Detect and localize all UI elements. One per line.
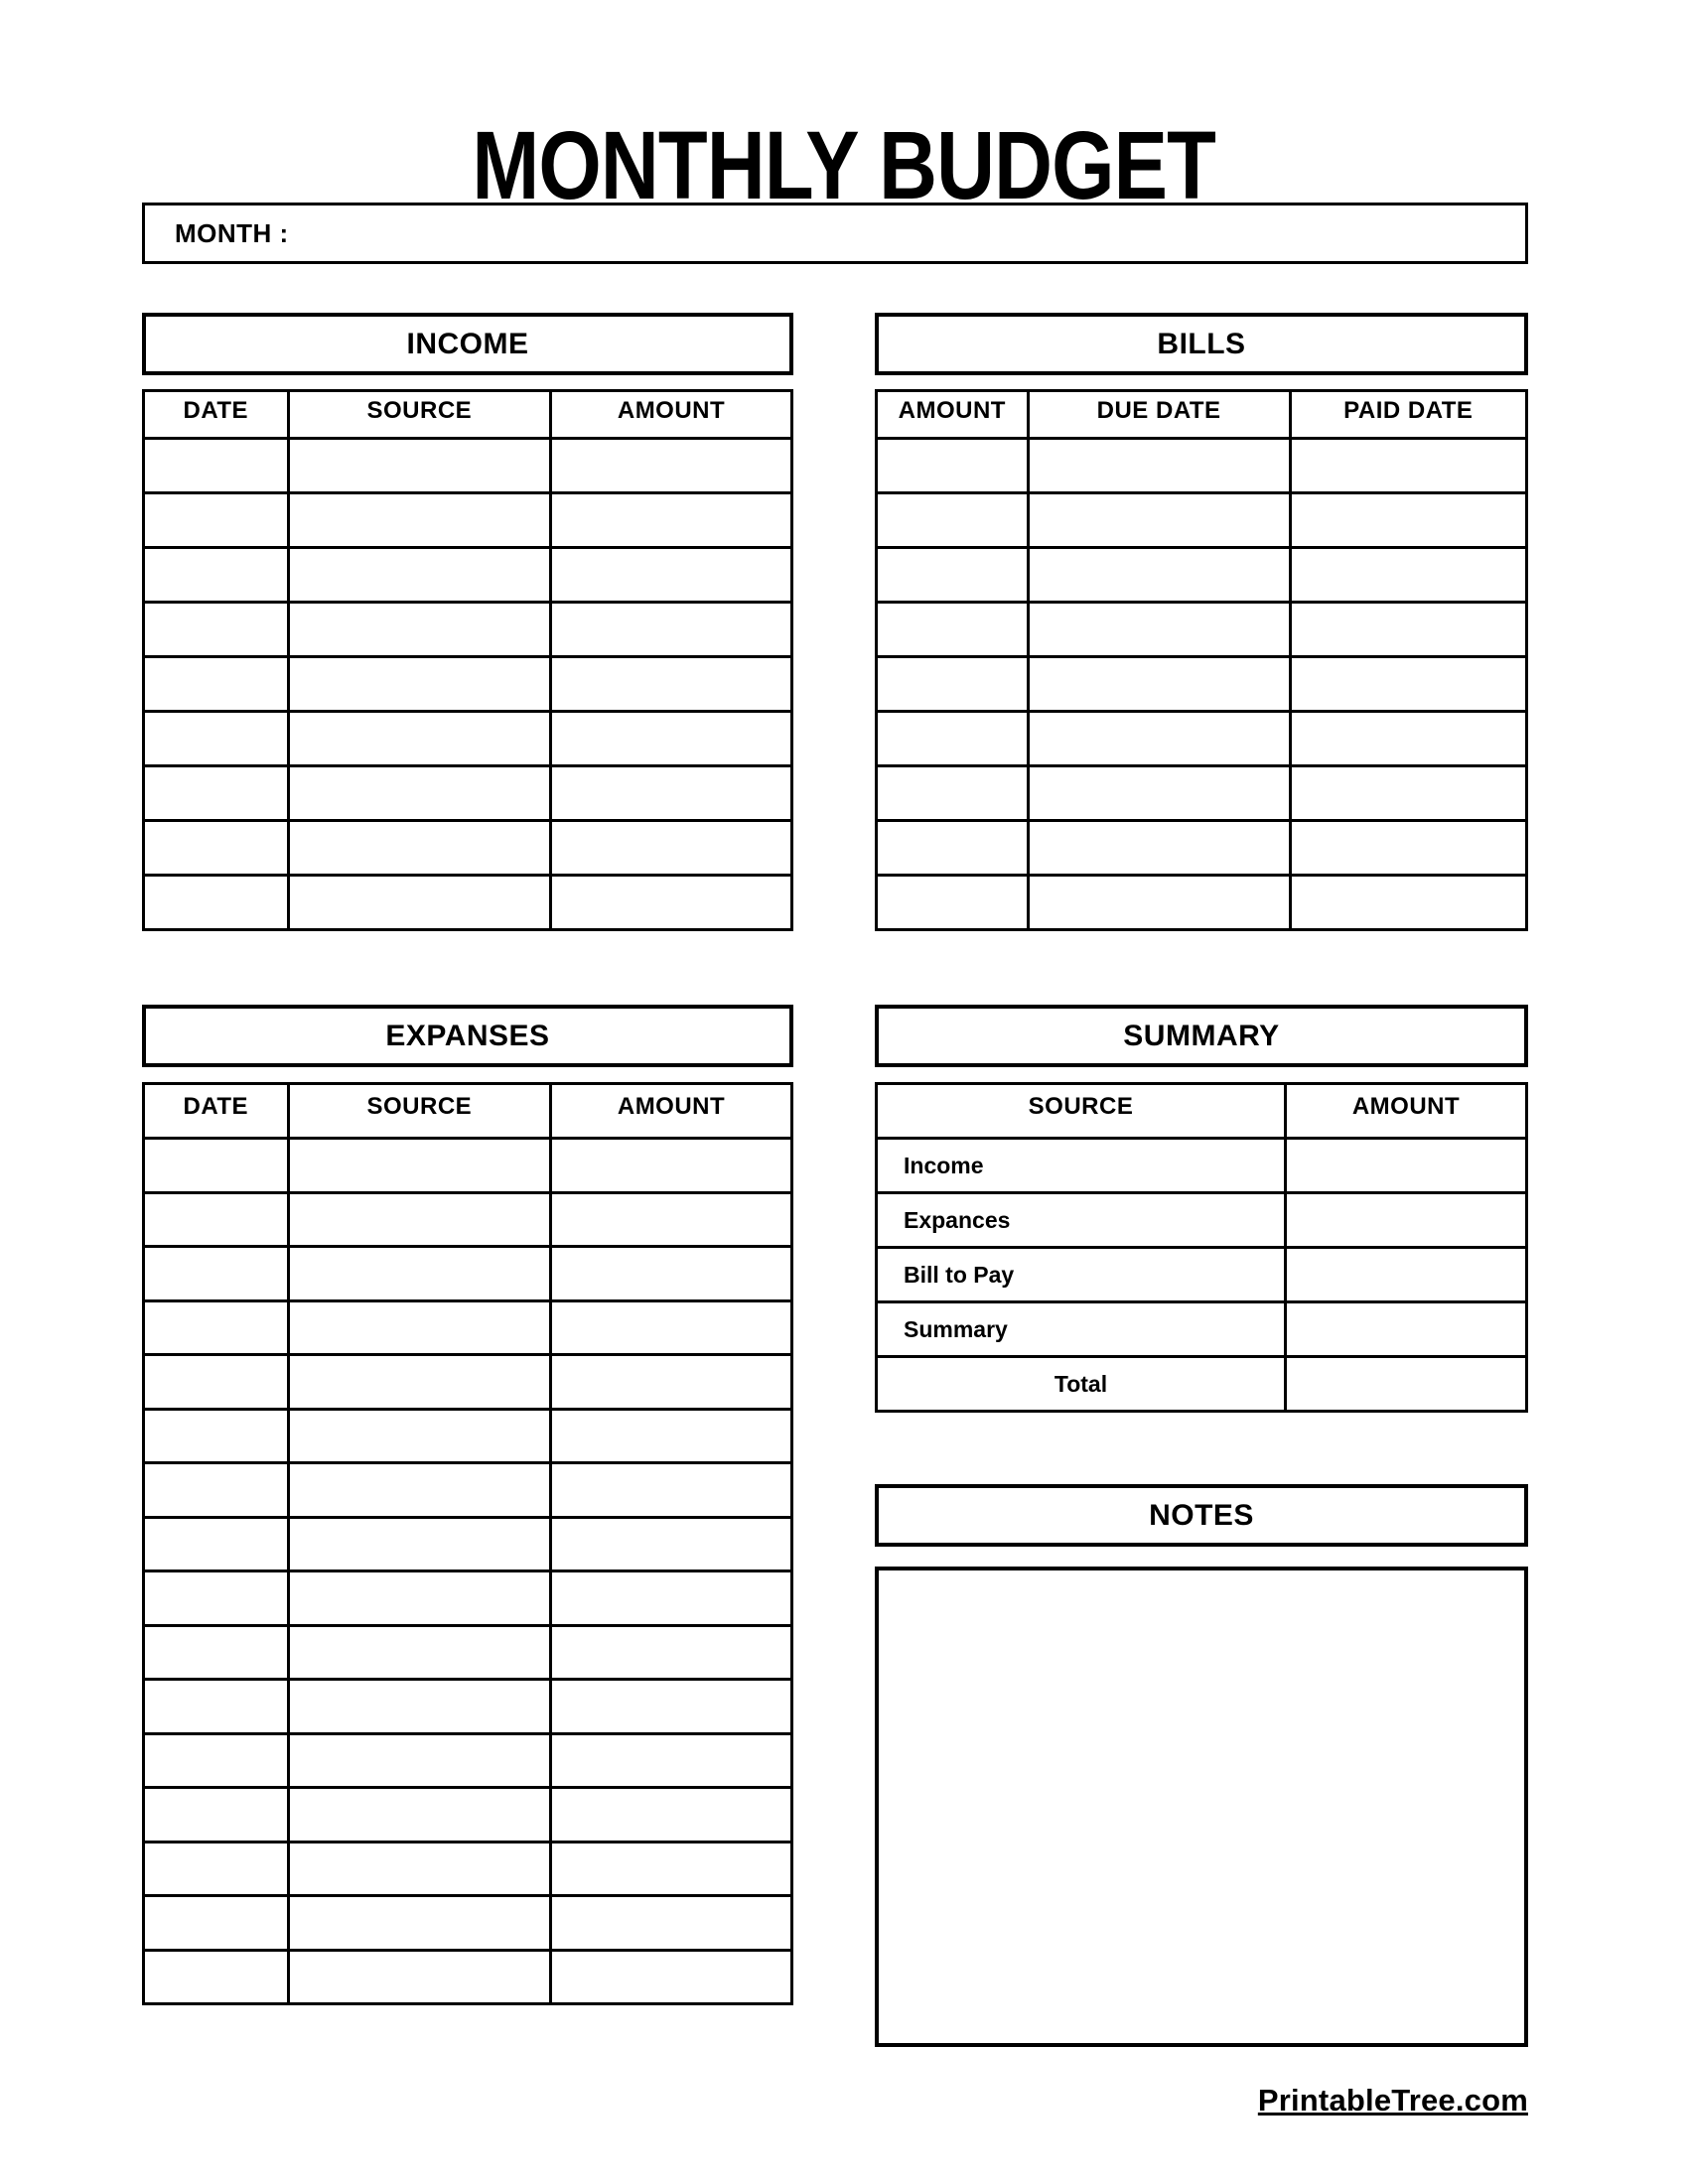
income-row [144, 439, 792, 493]
notes-area [875, 1567, 1528, 2047]
income-cell-amount [551, 876, 792, 930]
expenses-cell-amount [551, 1733, 792, 1788]
bills-cell-paid-date [1290, 821, 1526, 876]
bills-cell-amount [877, 712, 1029, 766]
expenses-cell-date [144, 1355, 289, 1410]
expenses-cell-date [144, 1788, 289, 1843]
expenses-cell-source [288, 1355, 550, 1410]
income-cell-date [144, 439, 289, 493]
expenses-cell-date [144, 1842, 289, 1896]
expenses-row [144, 1788, 792, 1843]
expenses-cell-amount [551, 1192, 792, 1247]
income-row [144, 766, 792, 821]
bills-row [877, 548, 1527, 603]
expenses-cell-amount [551, 1950, 792, 2004]
expenses-row [144, 1517, 792, 1571]
expenses-row [144, 1300, 792, 1355]
summary-row-label: Expances [877, 1193, 1286, 1248]
expenses-cell-source [288, 1300, 550, 1355]
bills-cell-due-date [1028, 821, 1290, 876]
income-col-date: DATE [144, 391, 289, 439]
summary-row-amount-cell [1285, 1357, 1526, 1412]
income-row [144, 876, 792, 930]
expenses-cell-date [144, 1950, 289, 2004]
expenses-row [144, 1139, 792, 1193]
expenses-cell-date [144, 1571, 289, 1626]
month-label: MONTH : [175, 217, 289, 248]
bills-cell-due-date [1028, 657, 1290, 712]
month-value-field [289, 205, 1525, 261]
expenses-cell-source [288, 1409, 550, 1463]
expenses-cell-date [144, 1896, 289, 1951]
expenses-cell-amount [551, 1842, 792, 1896]
income-col-source: SOURCE [288, 391, 550, 439]
bills-cell-due-date [1028, 439, 1290, 493]
bills-row [877, 876, 1527, 930]
income-cell-amount [551, 657, 792, 712]
summary-row-bill-to-pay [877, 1248, 1527, 1302]
expenses-cell-date [144, 1463, 289, 1518]
expenses-cell-amount [551, 1571, 792, 1626]
expenses-row [144, 1571, 792, 1626]
expenses-cell-amount [551, 1300, 792, 1355]
income-cell-date [144, 493, 289, 548]
expenses-cell-date [144, 1409, 289, 1463]
income-cell-source [288, 493, 550, 548]
bills-cell-amount [877, 657, 1029, 712]
expenses-row [144, 1842, 792, 1896]
expenses-cell-source [288, 1463, 550, 1518]
expenses-cell-source [288, 1517, 550, 1571]
expenses-table [142, 1082, 793, 2005]
expenses-cell-date [144, 1733, 289, 1788]
income-row [144, 548, 792, 603]
expenses-row [144, 1680, 792, 1734]
summary-row-income [877, 1139, 1527, 1193]
bills-cell-amount [877, 821, 1029, 876]
income-cell-amount [551, 493, 792, 548]
expenses-row [144, 1192, 792, 1247]
bills-cell-due-date [1028, 548, 1290, 603]
expenses-col-date: DATE [144, 1084, 289, 1139]
expenses-cell-amount [551, 1409, 792, 1463]
summary-header-row [877, 1084, 1527, 1139]
expenses-cell-source [288, 1139, 550, 1193]
bills-cell-paid-date [1290, 548, 1526, 603]
income-row [144, 712, 792, 766]
summary-row-amount-cell [1285, 1302, 1526, 1357]
expenses-col-source: SOURCE [288, 1084, 550, 1139]
income-cell-date [144, 712, 289, 766]
bills-cell-amount [877, 439, 1029, 493]
expenses-cell-date [144, 1192, 289, 1247]
bills-cell-due-date [1028, 766, 1290, 821]
income-cell-source [288, 821, 550, 876]
bills-cell-paid-date [1290, 603, 1526, 657]
expenses-cell-source [288, 1192, 550, 1247]
bills-cell-amount [877, 548, 1029, 603]
income-cell-amount [551, 766, 792, 821]
summary-row-expances [877, 1193, 1527, 1248]
expenses-cell-date [144, 1247, 289, 1301]
expenses-cell-date [144, 1517, 289, 1571]
summary-table [875, 1082, 1528, 1413]
expenses-row [144, 1950, 792, 2004]
summary-section-title: SUMMARY [1123, 1019, 1280, 1052]
income-cell-source [288, 439, 550, 493]
expenses-cell-amount [551, 1139, 792, 1193]
income-cell-date [144, 548, 289, 603]
income-row [144, 493, 792, 548]
income-cell-amount [551, 548, 792, 603]
expenses-cell-source [288, 1625, 550, 1680]
bills-row [877, 821, 1527, 876]
summary-row-amount-cell [1285, 1193, 1526, 1248]
expenses-row [144, 1409, 792, 1463]
bills-row [877, 603, 1527, 657]
expenses-cell-amount [551, 1247, 792, 1301]
bills-cell-paid-date [1290, 712, 1526, 766]
expenses-row [144, 1896, 792, 1951]
notes-section-header [875, 1484, 1528, 1547]
bills-cell-amount [877, 493, 1029, 548]
income-section-header [142, 313, 793, 375]
summary-row-amount-cell [1285, 1139, 1526, 1193]
bills-header-row [877, 391, 1527, 439]
bills-cell-due-date [1028, 876, 1290, 930]
income-row [144, 603, 792, 657]
bills-cell-due-date [1028, 712, 1290, 766]
expenses-cell-amount [551, 1788, 792, 1843]
bills-row [877, 657, 1527, 712]
bills-cell-due-date [1028, 603, 1290, 657]
income-cell-amount [551, 439, 792, 493]
expenses-cell-source [288, 1247, 550, 1301]
income-cell-source [288, 603, 550, 657]
expenses-cell-date [144, 1625, 289, 1680]
bills-cell-amount [877, 603, 1029, 657]
expenses-cell-amount [551, 1680, 792, 1734]
bills-section-title: BILLS [1157, 327, 1246, 360]
expenses-cell-date [144, 1139, 289, 1193]
income-cell-source [288, 766, 550, 821]
printabletree-link[interactable]: PrintableTree.com [1257, 2083, 1528, 2117]
bills-col-amount: AMOUNT [877, 391, 1029, 439]
income-cell-amount [551, 712, 792, 766]
bills-cell-paid-date [1290, 439, 1526, 493]
bills-row [877, 712, 1527, 766]
income-cell-source [288, 548, 550, 603]
expenses-cell-source [288, 1950, 550, 2004]
month-box [142, 203, 1528, 264]
income-row [144, 821, 792, 876]
income-cell-amount [551, 821, 792, 876]
bills-cell-amount [877, 876, 1029, 930]
income-cell-date [144, 876, 289, 930]
bills-cell-amount [877, 766, 1029, 821]
income-cell-source [288, 712, 550, 766]
expenses-cell-source [288, 1896, 550, 1951]
summary-section-header [875, 1005, 1528, 1067]
income-col-amount: AMOUNT [551, 391, 792, 439]
summary-row-label: Bill to Pay [877, 1248, 1286, 1302]
expenses-cell-source [288, 1788, 550, 1843]
expenses-row [144, 1733, 792, 1788]
expenses-cell-source [288, 1571, 550, 1626]
bills-table [875, 389, 1528, 931]
expenses-cell-amount [551, 1625, 792, 1680]
bills-cell-paid-date [1290, 876, 1526, 930]
expenses-row [144, 1625, 792, 1680]
summary-row-amount-cell [1285, 1248, 1526, 1302]
expenses-header-row [144, 1084, 792, 1139]
expenses-cell-source [288, 1842, 550, 1896]
bills-col-paid-date: PAID DATE [1290, 391, 1526, 439]
bills-col-due-date: DUE DATE [1028, 391, 1290, 439]
expenses-cell-amount [551, 1517, 792, 1571]
expenses-col-amount: AMOUNT [551, 1084, 792, 1139]
income-row [144, 657, 792, 712]
income-header-row [144, 391, 792, 439]
summary-col-source: SOURCE [877, 1084, 1286, 1139]
bills-row [877, 766, 1527, 821]
income-cell-date [144, 657, 289, 712]
expenses-cell-date [144, 1300, 289, 1355]
summary-row-label: Summary [877, 1302, 1286, 1357]
expenses-cell-amount [551, 1896, 792, 1951]
expenses-cell-source [288, 1680, 550, 1734]
summary-row-label: Income [877, 1139, 1286, 1193]
income-cell-date [144, 821, 289, 876]
income-cell-date [144, 766, 289, 821]
income-table [142, 389, 793, 931]
expenses-cell-amount [551, 1355, 792, 1410]
bills-cell-paid-date [1290, 657, 1526, 712]
summary-row-summary [877, 1302, 1527, 1357]
bills-section-header [875, 313, 1528, 375]
expenses-row [144, 1463, 792, 1518]
bills-row [877, 439, 1527, 493]
expenses-section-header [142, 1005, 793, 1067]
page-title: MONTHLY BUDGET [472, 111, 1216, 219]
expenses-section-title: EXPANSES [385, 1019, 550, 1052]
bills-cell-paid-date [1290, 766, 1526, 821]
expenses-cell-date [144, 1680, 289, 1734]
summary-row-label: Total [877, 1357, 1286, 1412]
income-section-title: INCOME [406, 327, 529, 360]
expenses-cell-amount [551, 1463, 792, 1518]
summary-col-amount: AMOUNT [1285, 1084, 1526, 1139]
bills-row [877, 493, 1527, 548]
summary-row-total [877, 1357, 1527, 1412]
expenses-cell-source [288, 1733, 550, 1788]
income-cell-source [288, 657, 550, 712]
income-cell-amount [551, 603, 792, 657]
notes-section-title: NOTES [1149, 1498, 1254, 1532]
income-cell-date [144, 603, 289, 657]
expenses-row [144, 1247, 792, 1301]
expenses-row [144, 1355, 792, 1410]
bills-cell-paid-date [1290, 493, 1526, 548]
bills-cell-due-date [1028, 493, 1290, 548]
income-cell-source [288, 876, 550, 930]
